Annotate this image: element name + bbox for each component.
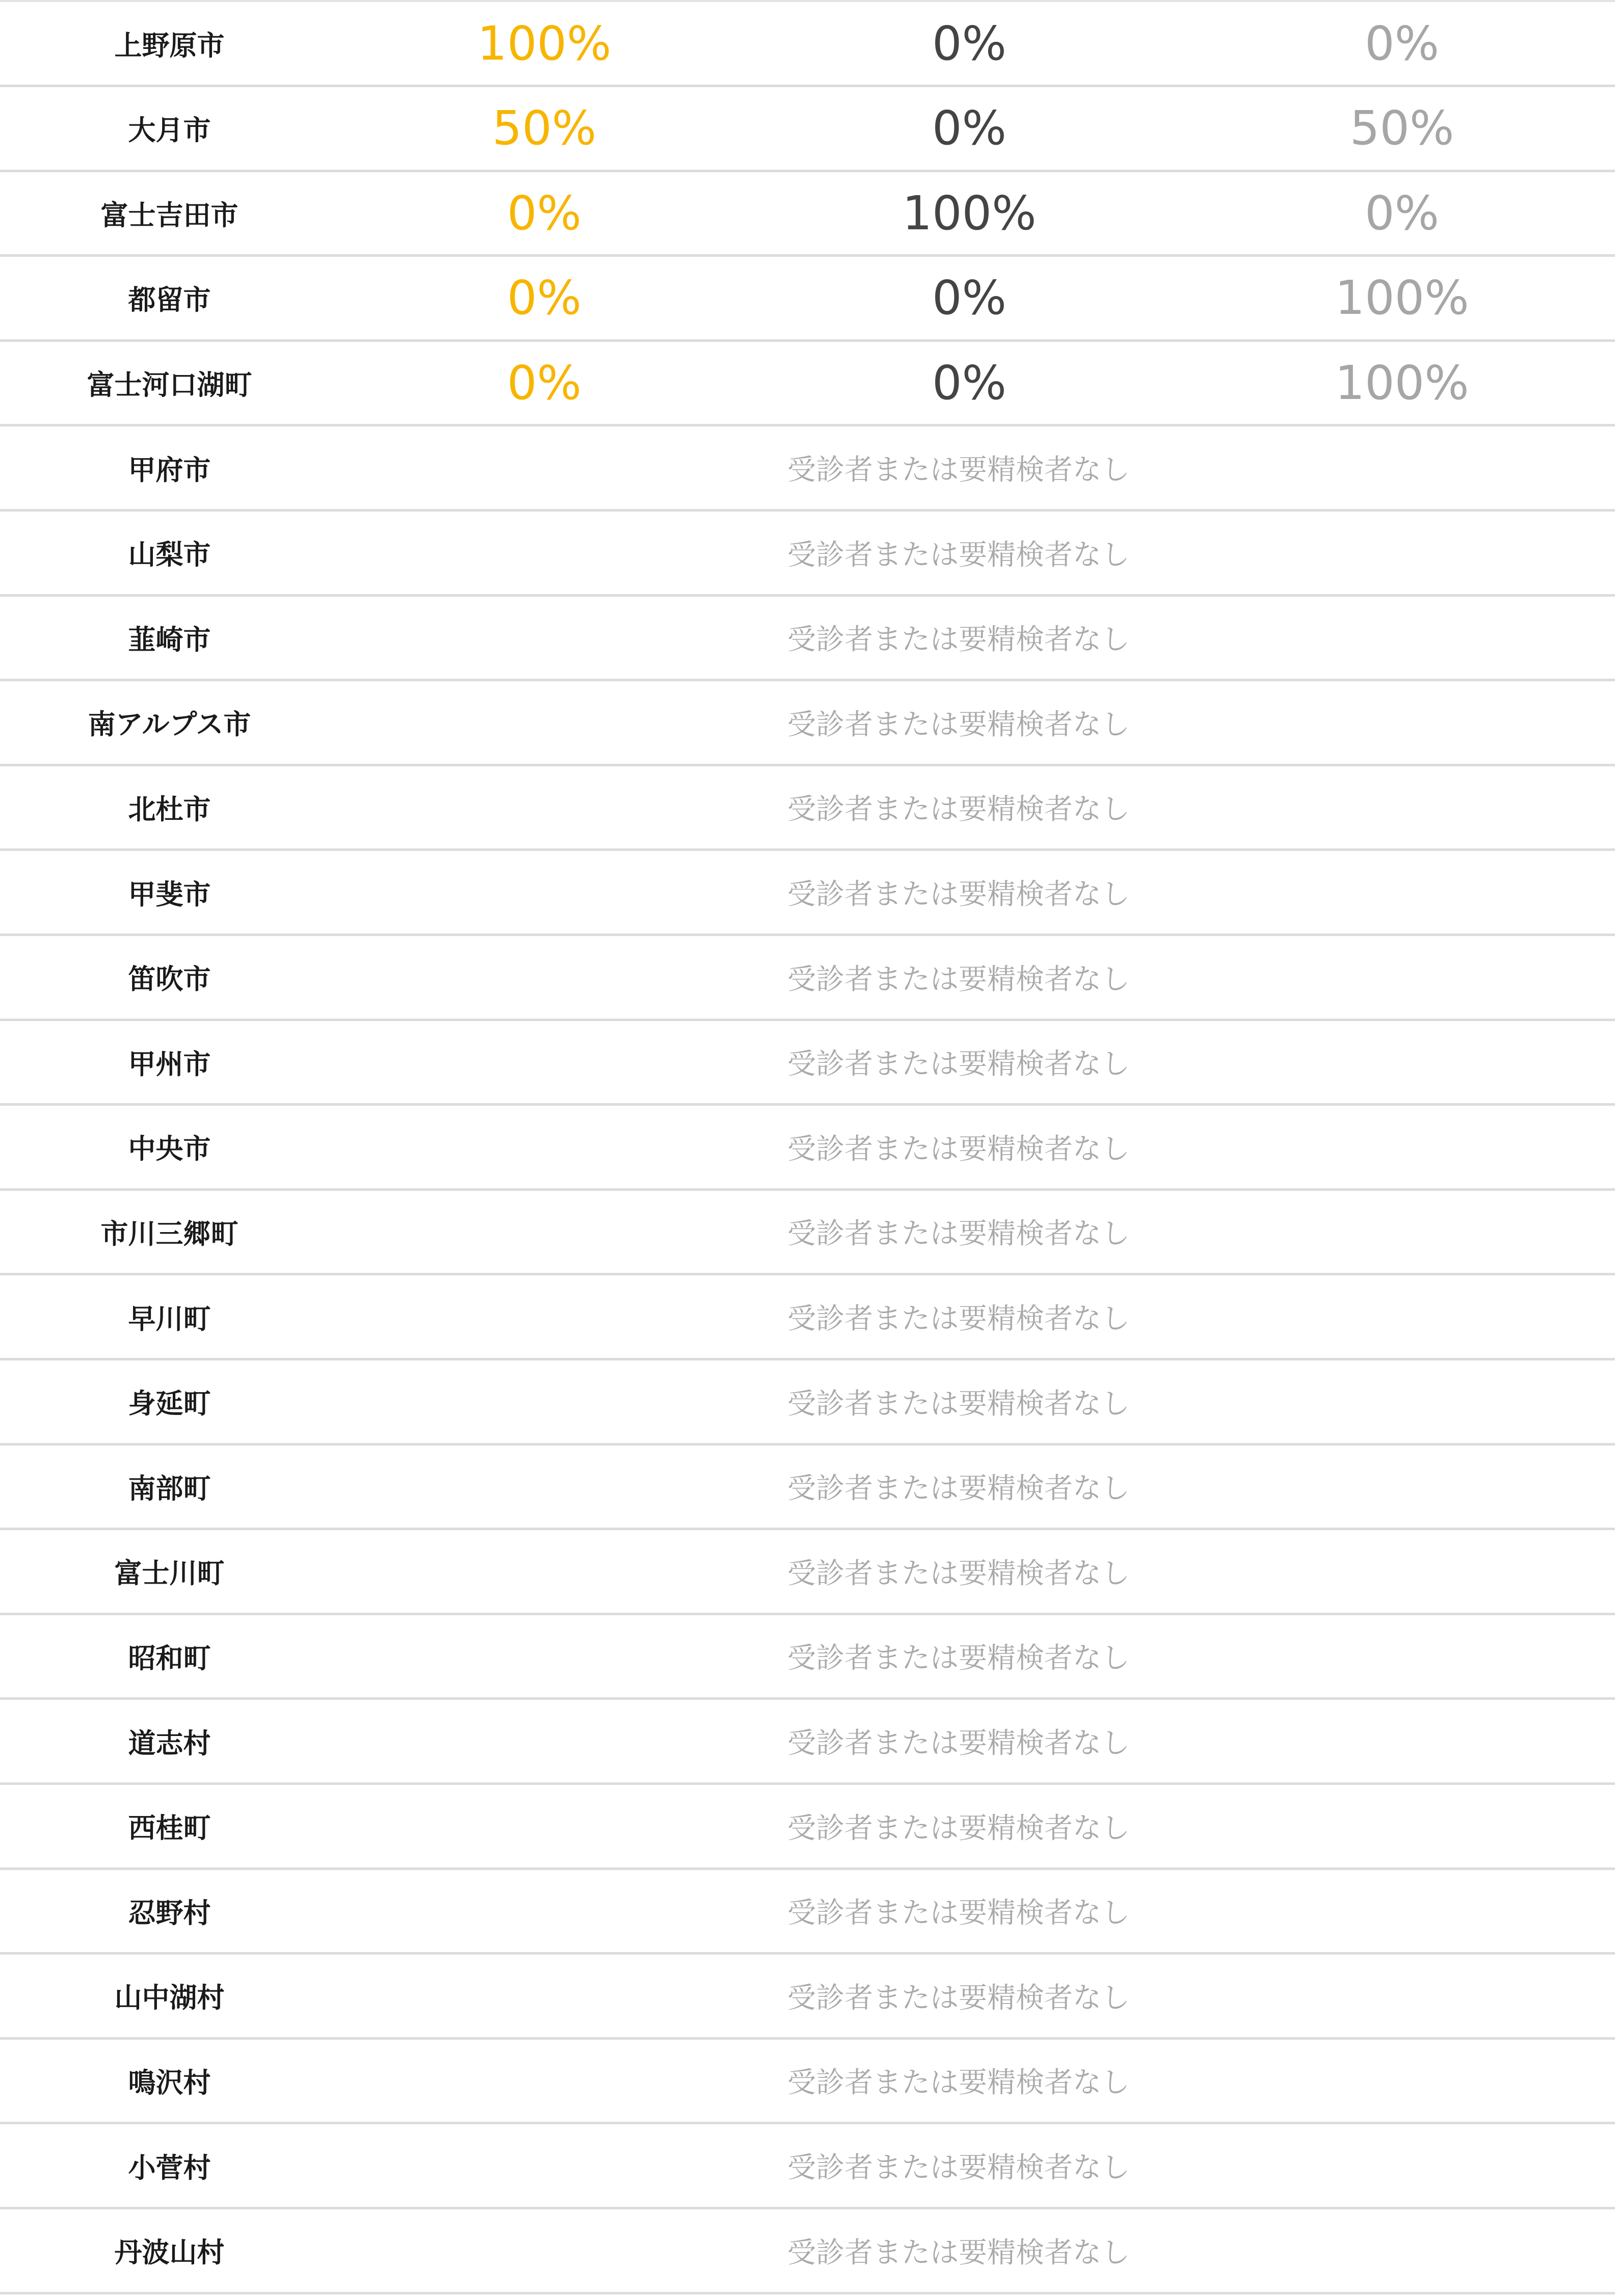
municipality-name: 都留市 bbox=[128, 284, 211, 316]
municipality-name: 西桂町 bbox=[128, 1812, 211, 1845]
table-row bbox=[0, 1530, 1615, 1615]
no-data-note-text: 受診者または要精検者なし bbox=[787, 538, 1130, 572]
table-row bbox=[0, 936, 1615, 1021]
no-data-note-text: 受診者または要精検者なし bbox=[787, 1217, 1130, 1251]
no-data-note bbox=[339, 1190, 1615, 1273]
no-data-note-text: 受診者または要精検者なし bbox=[787, 2236, 1130, 2270]
no-data-note-text: 受診者または要精検者なし bbox=[787, 1897, 1130, 1930]
table-row bbox=[0, 1700, 1615, 1785]
no-data-note-text: 受診者または要精検者なし bbox=[787, 2066, 1130, 2100]
no-data-note bbox=[339, 2209, 1615, 2292]
municipality-name: 昭和町 bbox=[128, 1642, 211, 1674]
no-data-note bbox=[339, 681, 1615, 764]
municipality-name: 忍野村 bbox=[128, 1897, 211, 1929]
no-data-note-text: 受診者または要精検者なし bbox=[787, 1302, 1130, 1336]
no-data-note bbox=[339, 936, 1615, 1019]
table-row bbox=[0, 512, 1615, 597]
no-data-note bbox=[339, 2039, 1615, 2122]
municipality-name: 南アルプス市 bbox=[88, 708, 251, 741]
table-row bbox=[0, 1870, 1615, 1955]
table-row bbox=[0, 1615, 1615, 1700]
table-row bbox=[0, 341, 1615, 426]
no-data-note bbox=[339, 596, 1615, 679]
table-row bbox=[0, 1190, 1615, 1275]
no-data-note-text: 受診者または要精検者なし bbox=[787, 1642, 1130, 1675]
municipality-name: 甲府市 bbox=[128, 453, 211, 486]
percentage-cell-2: 0% bbox=[932, 271, 1007, 326]
no-data-note-text: 受診者または要精検者なし bbox=[787, 2151, 1130, 2184]
percentage-cell-1: 0% bbox=[507, 355, 581, 410]
no-data-note bbox=[339, 1785, 1615, 1867]
no-data-note-text: 受診者または要精検者なし bbox=[787, 1472, 1130, 1506]
no-data-note-text: 受診者または要精検者なし bbox=[787, 963, 1130, 996]
percentage-cell-2: 100% bbox=[902, 185, 1037, 241]
table-row bbox=[0, 1955, 1615, 2040]
municipality-name: 丹波山村 bbox=[114, 2236, 225, 2269]
table-row bbox=[0, 1021, 1615, 1106]
municipality-name: 富士川町 bbox=[114, 1557, 225, 1590]
table-row bbox=[0, 596, 1615, 681]
percentage-cell-3: 0% bbox=[1365, 16, 1439, 71]
percentage-cell-3: 100% bbox=[1335, 271, 1469, 326]
table-row bbox=[0, 766, 1615, 851]
table-row bbox=[0, 87, 1615, 172]
municipality-name: 小菅村 bbox=[128, 2151, 211, 2184]
percentage-cell-1: 0% bbox=[507, 271, 581, 326]
municipality-name: 富士吉田市 bbox=[100, 199, 239, 231]
no-data-note-text: 受診者または要精検者なし bbox=[787, 1387, 1130, 1421]
municipality-name: 身延町 bbox=[128, 1387, 211, 1420]
no-data-note bbox=[339, 1870, 1615, 1952]
no-data-note bbox=[339, 1106, 1615, 1188]
municipality-name: 山中湖村 bbox=[114, 1982, 225, 2014]
table-row bbox=[0, 1785, 1615, 1870]
no-data-note bbox=[339, 766, 1615, 848]
municipality-name: 上野原市 bbox=[114, 29, 225, 62]
municipality-name: 中央市 bbox=[128, 1133, 211, 1165]
no-data-note-text: 受診者または要精検者なし bbox=[787, 1981, 1130, 2015]
municipality-name: 甲州市 bbox=[128, 1048, 211, 1080]
municipality-name: 甲斐市 bbox=[128, 878, 211, 911]
percentage-cell-2: 0% bbox=[932, 16, 1007, 71]
municipality-name: 山梨市 bbox=[128, 539, 211, 571]
percentage-cell-3: 0% bbox=[1365, 185, 1439, 241]
municipality-name: 市川三郷町 bbox=[100, 1217, 239, 1250]
no-data-note bbox=[339, 1955, 1615, 2037]
municipality-name: 鳴沢村 bbox=[128, 2066, 211, 2099]
municipality-name: 南部町 bbox=[128, 1472, 211, 1505]
no-data-note bbox=[339, 851, 1615, 933]
table-row bbox=[0, 2, 1615, 87]
percentage-cell-1: 50% bbox=[492, 101, 597, 156]
table-row bbox=[0, 851, 1615, 936]
municipality-name: 笛吹市 bbox=[128, 963, 211, 996]
no-data-note bbox=[339, 1360, 1615, 1443]
percentage-cell-1: 0% bbox=[507, 185, 581, 241]
table-row bbox=[0, 172, 1615, 257]
percentage-cell-1: 100% bbox=[477, 16, 612, 71]
municipality-name: 道志村 bbox=[128, 1727, 211, 1759]
municipality-name: 韮崎市 bbox=[128, 623, 211, 656]
table-row bbox=[0, 2124, 1615, 2209]
no-data-note-text: 受診者または要精検者なし bbox=[787, 1557, 1130, 1590]
no-data-note bbox=[339, 1021, 1615, 1103]
no-data-note bbox=[339, 2124, 1615, 2207]
table-row bbox=[0, 1106, 1615, 1191]
no-data-note-text: 受診者または要精検者なし bbox=[787, 1727, 1130, 1760]
table-row bbox=[0, 681, 1615, 766]
municipality-name: 大月市 bbox=[128, 114, 211, 147]
table-row bbox=[0, 426, 1615, 512]
table-row bbox=[0, 1445, 1615, 1530]
percentage-cell-2: 0% bbox=[932, 355, 1007, 410]
municipality-name: 北杜市 bbox=[128, 793, 211, 825]
no-data-note-text: 受診者または要精検者なし bbox=[787, 878, 1130, 911]
no-data-note bbox=[339, 512, 1615, 594]
table-row bbox=[0, 2039, 1615, 2124]
no-data-note bbox=[339, 1445, 1615, 1528]
table-row bbox=[0, 257, 1615, 342]
no-data-note-text: 受診者または要精検者なし bbox=[787, 793, 1130, 826]
no-data-note-text: 受診者または要精検者なし bbox=[787, 1132, 1130, 1166]
table-row bbox=[0, 1360, 1615, 1446]
percentage-cell-3: 100% bbox=[1335, 355, 1469, 410]
table-row bbox=[0, 1275, 1615, 1360]
percentage-cell-3: 50% bbox=[1349, 101, 1454, 156]
no-data-note-text: 受診者または要精検者なし bbox=[787, 453, 1130, 487]
no-data-note bbox=[339, 1275, 1615, 1358]
no-data-note-text: 受診者または要精検者なし bbox=[787, 623, 1130, 657]
municipality-name: 富士河口湖町 bbox=[87, 368, 252, 401]
municipality-name: 早川町 bbox=[128, 1302, 211, 1335]
no-data-note-text: 受診者または要精検者なし bbox=[787, 708, 1130, 741]
no-data-note bbox=[339, 1615, 1615, 1697]
no-data-note-text: 受診者または要精検者なし bbox=[787, 1048, 1130, 1081]
no-data-note bbox=[339, 426, 1615, 509]
no-data-note bbox=[339, 1700, 1615, 1782]
table-row bbox=[0, 2209, 1615, 2294]
no-data-note-text: 受診者または要精検者なし bbox=[787, 1811, 1130, 1845]
no-data-note bbox=[339, 1530, 1615, 1613]
percentage-cell-2: 0% bbox=[932, 101, 1007, 156]
